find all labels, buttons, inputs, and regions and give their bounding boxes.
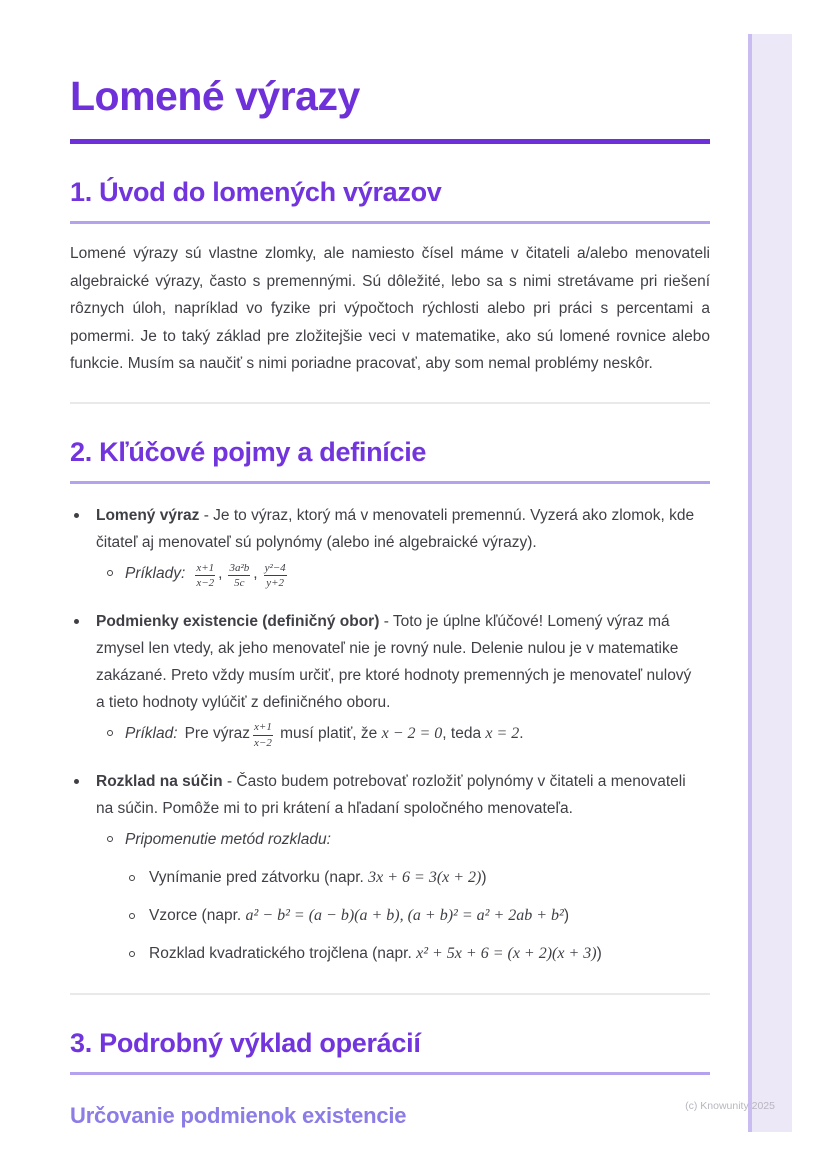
method-text: ) — [596, 944, 602, 962]
math-expression: 3x + 6 = 3(x + 2) — [368, 868, 482, 886]
method-item — [96, 901, 698, 931]
concepts-heading: 2. Kľúčové pojmy a definície — [70, 436, 710, 484]
fraction-denominator: 5c — [234, 577, 245, 590]
list-item-text: - Toto je úplne kľúčové! Lomený výraz má zmysel len vtedy, ak jeho menovateľ nie je rovný nule. Delenie nulou je v matematike zakázané. Preto vždy musím určiť, pre ktoré hodnoty premenných je menovateľ nulový a tieto hodnoty vylúčiť z definičného oboru. — [96, 613, 692, 712]
decorative-side-strip — [748, 34, 792, 1132]
method-text: ) — [481, 868, 487, 886]
example-text: musí platiť, že — [275, 725, 382, 743]
fraction-denominator: y+2 — [266, 577, 285, 590]
example-line — [96, 719, 698, 750]
fraction-denominator: x−2 — [196, 577, 215, 590]
example-text: . — [519, 725, 524, 743]
list-item-term: Lomený výraz — [96, 507, 200, 525]
example-text: , teda — [442, 725, 486, 743]
method-content — [149, 901, 698, 931]
method-text: Vynímanie pred zátvorku (napr. — [149, 868, 369, 886]
example-label: Príklady: — [125, 565, 186, 583]
intro-heading: 1. Úvod do lomených výrazov — [70, 176, 710, 224]
section-operations — [70, 1027, 710, 1130]
list-item-term: Rozklad na súčin — [96, 772, 223, 790]
list-item — [70, 608, 710, 750]
bullet-circle-icon — [129, 875, 135, 881]
title-divider — [70, 139, 710, 144]
list-item-text: - Je to výraz, ktorý má v menovateli premennú. Vyzerá ako zlomok, kde čitateľ aj menovateľ sú polynómy (alebo iné algebraické výrazy). — [96, 507, 695, 552]
bullet-circle-icon — [129, 913, 135, 919]
bullet-circle-icon — [107, 730, 113, 736]
bullet-disc-icon — [74, 513, 79, 518]
concepts-list — [70, 502, 710, 968]
method-item — [96, 939, 698, 969]
example-content — [125, 719, 698, 750]
list-item-body — [96, 502, 698, 590]
operations-subheading: Určovanie podmienok existencie — [70, 1103, 407, 1129]
list-item-text: - Často budem potrebovať rozložiť polynómy v čitateli a menovateli na súčin. Pomôže mi to pri krátení a hľadaní spoločného menovateľa. — [96, 772, 686, 817]
list-item-body — [96, 768, 698, 969]
section-intro — [70, 176, 710, 378]
example-label: Príklad: — [125, 725, 178, 743]
bullet-circle-icon — [107, 836, 113, 842]
fraction-numerator: x+1 — [253, 721, 273, 736]
math-expression: x − 2 = 0 — [381, 725, 443, 743]
method-content — [149, 863, 698, 893]
math-expression: x = 2 — [485, 725, 520, 743]
fraction-numerator: 3a²b — [228, 562, 250, 577]
example-text: Pre výraz — [184, 725, 251, 743]
fraction-denominator: x−2 — [254, 737, 272, 750]
example-content — [125, 559, 698, 590]
fraction — [195, 562, 215, 590]
list-item-body — [96, 608, 698, 750]
method-text: Vzorce (napr. — [149, 906, 246, 924]
methods-note-content — [125, 825, 698, 855]
math-expression: x² + 5x + 6 = (x + 2)(x + 3) — [416, 944, 597, 962]
math-expression: a² − b² = (a − b)(a + b), (a + b)² = a² + 2ab + b² — [245, 906, 564, 924]
list-item — [70, 768, 710, 969]
method-content — [149, 939, 698, 969]
bullet-disc-icon — [74, 779, 79, 784]
section-divider — [70, 993, 710, 995]
methods-note: Pripomenutie metód rozkladu: — [125, 830, 331, 848]
methods-note-line — [96, 825, 698, 855]
page-title: Lomené výrazy — [70, 73, 360, 119]
fraction — [264, 562, 287, 590]
method-text: Rozklad kvadratického trojčlena (napr. — [149, 944, 417, 962]
method-text: ) — [563, 906, 569, 924]
list-item — [70, 502, 710, 590]
operations-heading: 3. Podrobný výklad operácií — [70, 1027, 710, 1075]
list-item-term: Podmienky existencie (definičný obor) — [96, 613, 380, 631]
copyright: (c) Knowunity 2025 — [685, 1100, 775, 1112]
fraction-separator: , — [218, 565, 223, 583]
fraction — [228, 562, 250, 590]
fraction — [253, 721, 273, 749]
fraction-numerator: y²−4 — [264, 562, 287, 577]
fraction-separator: , — [253, 565, 258, 583]
section-concepts — [70, 436, 710, 969]
bullet-circle-icon — [107, 570, 113, 576]
document-content — [70, 0, 710, 1129]
fraction-numerator: x+1 — [195, 562, 215, 577]
example-line — [96, 559, 698, 590]
method-item — [96, 863, 698, 893]
bullet-disc-icon — [74, 619, 79, 624]
intro-paragraph: Lomené výrazy sú vlastne zlomky, ale namiesto čísel máme v čitateli a/alebo menovateli algebraické výrazy, často s premennými. Sú dôležité, lebo sa s nimi stretávame pri riešení rôznych úloh, napríklad vo fyzike pri výpočtoch rýchlosti alebo pri práci s percentami a pomermi. Je to taký základ pre zložitejšie veci v matematike, ako sú lomené rovnice alebo funkcie. Musím sa naučiť s nimi poriadne pracovať, aby som nemal problémy neskôr. — [70, 245, 710, 373]
bullet-circle-icon — [129, 951, 135, 957]
section-divider — [70, 402, 710, 404]
